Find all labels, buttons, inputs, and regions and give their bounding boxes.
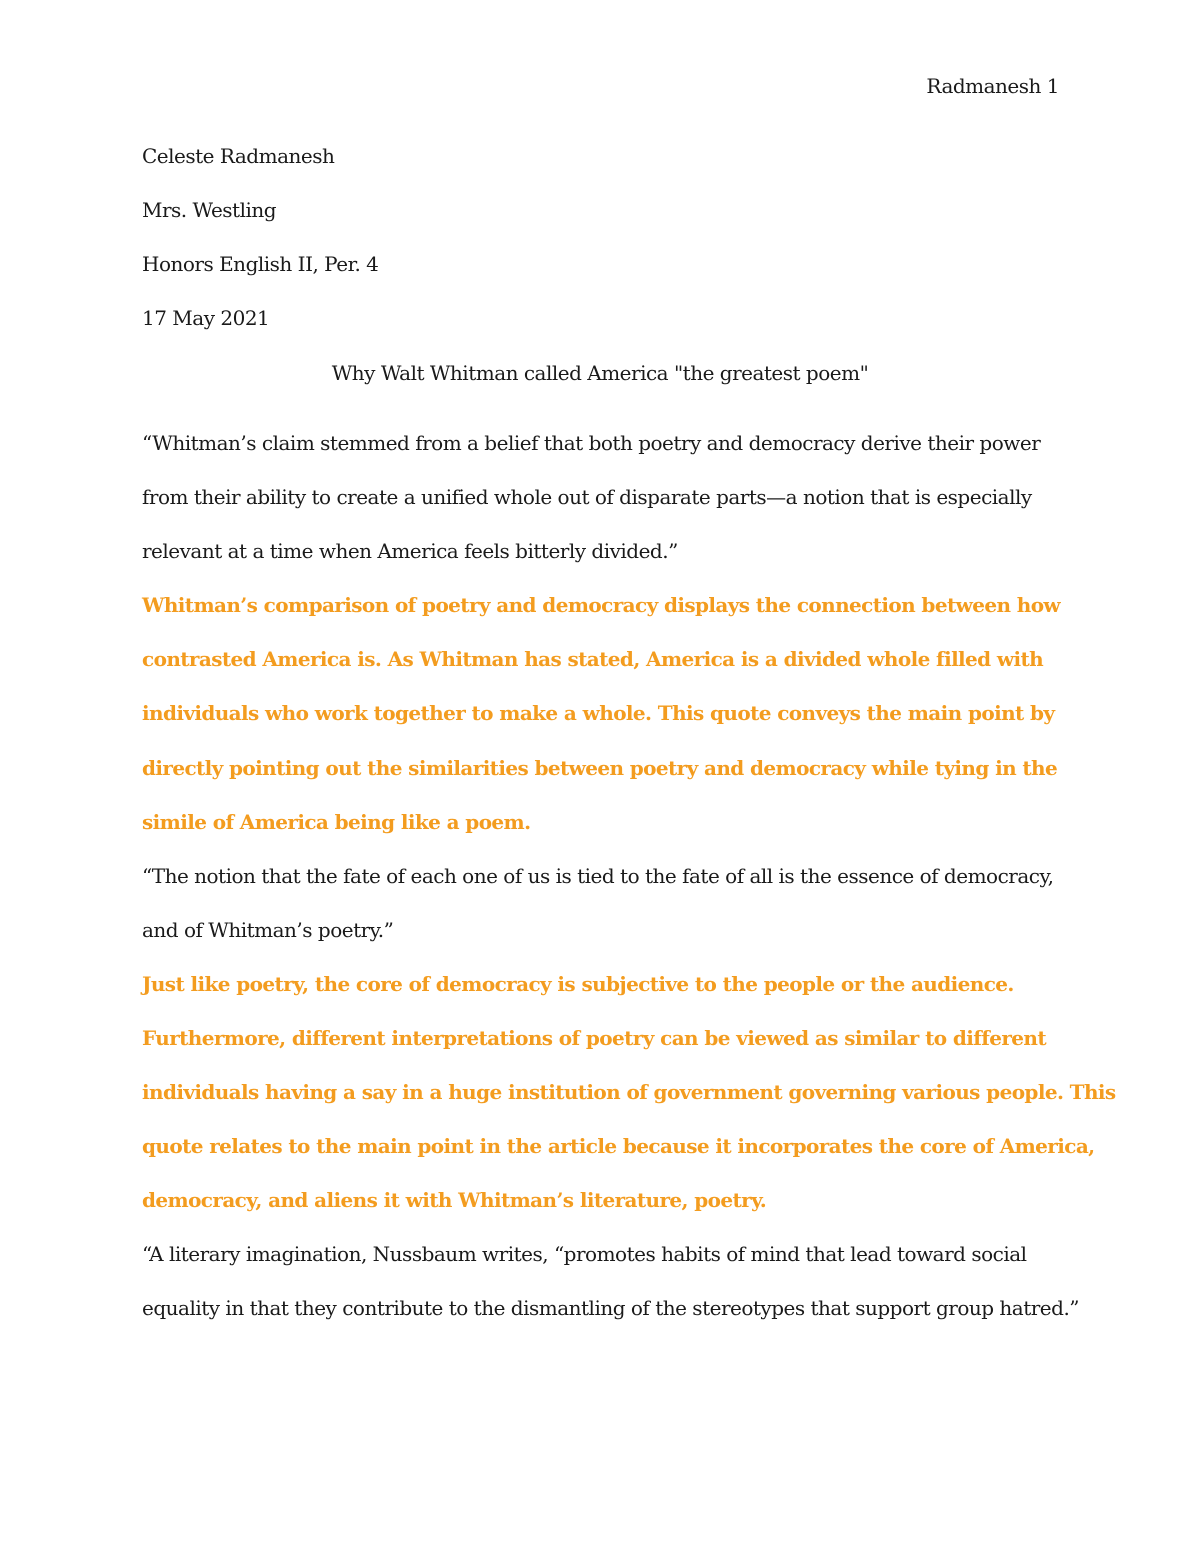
essay-title: Why Walt Whitman called America "the greatest poem" — [331, 361, 869, 385]
response-line: democracy, and aliens it with Whitman’s literature, poetry. — [142, 1188, 767, 1212]
date: 17 May 2021 — [142, 306, 270, 330]
response-line: directly pointing out the similarities between poetry and democracy while tying in the — [142, 756, 1058, 780]
student-name: Celeste Radmanesh — [142, 144, 335, 168]
course-name: Honors English II, Per. 4 — [142, 252, 379, 276]
response-line: Just like poetry, the core of democracy is subjective to the people or the audience. — [142, 972, 1014, 996]
response-line: Whitman’s comparison of poetry and democracy displays the connection between how — [142, 593, 1061, 617]
response-line: Furthermore, different interpretations of poetry can be viewed as similar to different — [142, 1026, 1047, 1050]
response-line: individuals having a say in a huge institution of government governing various people. This — [142, 1080, 1116, 1104]
quote-line: “Whitman’s claim stemmed from a belief that both poetry and democracy derive their power — [142, 431, 1041, 455]
response-line: quote relates to the main point in the article because it incorporates the core of America, — [142, 1134, 1095, 1158]
quote-line: “The notion that the fate of each one of us is tied to the fate of all is the essence of democracy, — [142, 864, 1054, 888]
quote-line: from their ability to create a unified whole out of disparate parts—a notion that is especially — [142, 485, 1032, 509]
quote-line: “A literary imagination, Nussbaum writes, “promotes habits of mind that lead toward social — [142, 1242, 1027, 1266]
quote-line: equality in that they contribute to the dismantling of the stereotypes that support group hatred.” — [142, 1296, 1080, 1320]
teacher-name: Mrs. Westling — [142, 198, 277, 222]
quote-line: relevant at a time when America feels bitterly divided.” — [142, 539, 678, 563]
quote-line: and of Whitman’s poetry.” — [142, 918, 394, 942]
response-line: simile of America being like a poem. — [142, 810, 531, 834]
response-line: individuals who work together to make a whole. This quote conveys the main point by — [142, 701, 1055, 725]
response-line: contrasted America is. As Whitman has stated, America is a divided whole filled with — [142, 647, 1044, 671]
running-head: Radmanesh 1 — [926, 74, 1059, 98]
